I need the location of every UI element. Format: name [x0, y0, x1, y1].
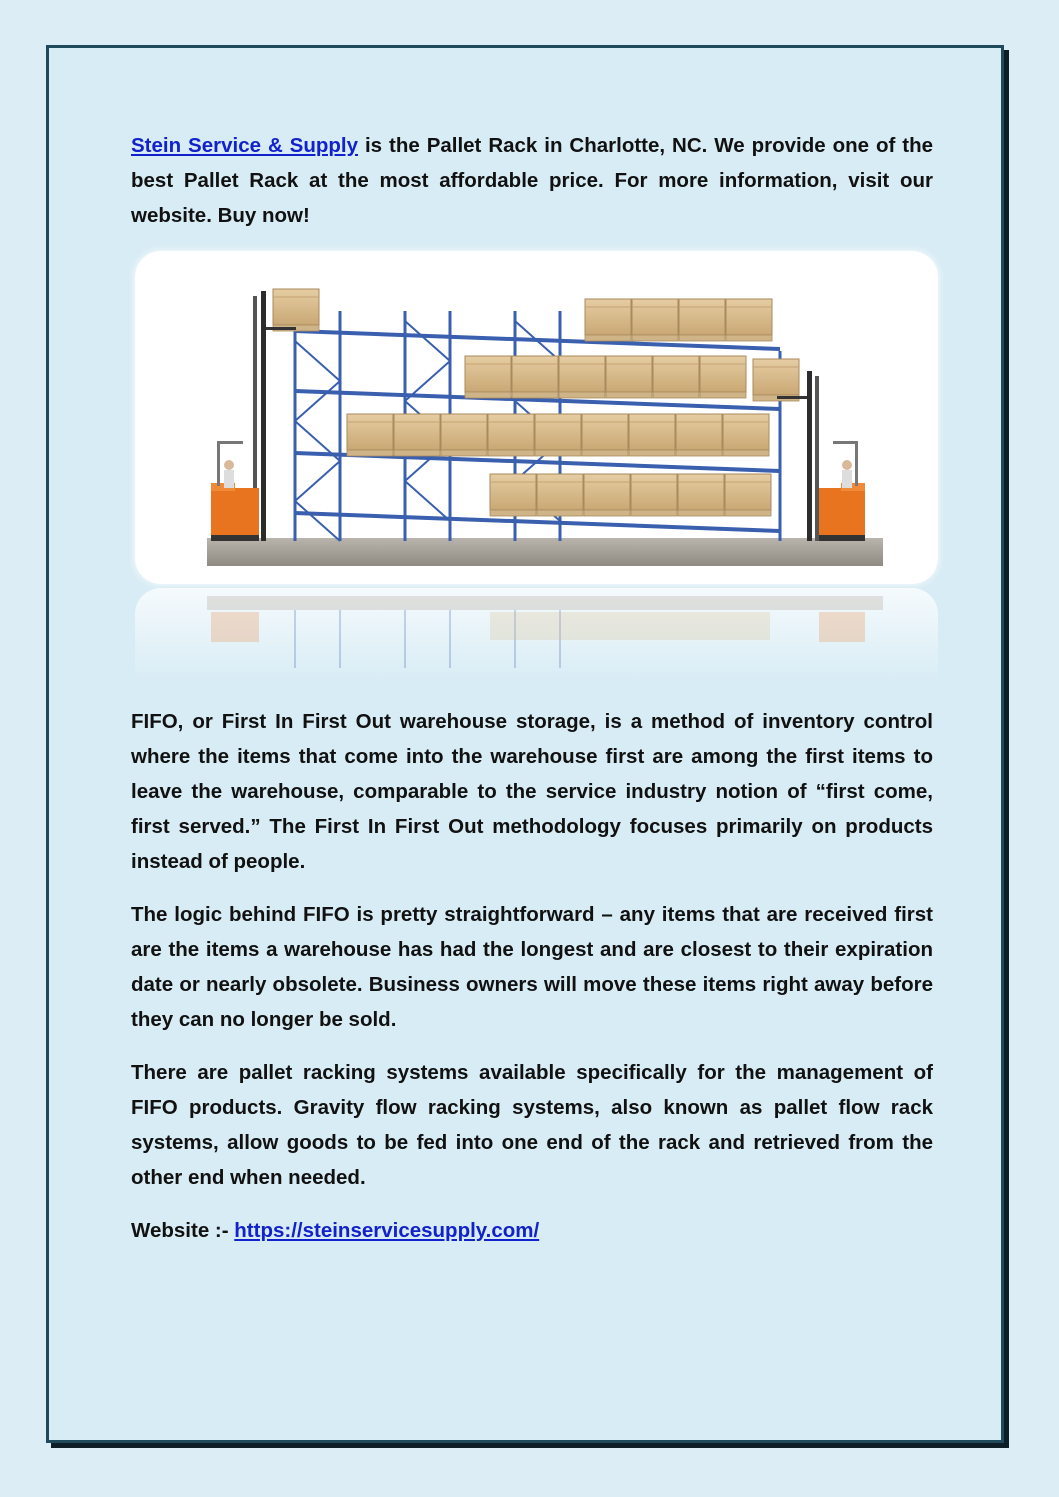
fifo-definition-paragraph: FIFO, or First In First Out warehouse storage, is a method of inventory control where the items that come into the warehouse first are among the first items to leave the warehouse, comparable to the service industry notion of “first come, first served.” The First In First Out methodology focuses primarily on products instead of people. — [131, 710, 933, 873]
reflection-svg — [135, 588, 938, 683]
website-line — [131, 1213, 933, 1248]
illustration-reflection — [135, 588, 938, 683]
floor — [207, 538, 883, 566]
forklift-right — [777, 371, 865, 541]
intro-paragraph — [131, 128, 933, 233]
fifo-logic-paragraph: The logic behind FIFO is pretty straightforward – any items that are received first are the items a warehouse has had the longest and are closest to their expiration date or nearly obsolete. Business owners will move these items right away before they can no longer be sold. — [131, 903, 933, 1031]
website-label: Website :- — [131, 1219, 235, 1242]
page-frame — [46, 45, 1004, 1443]
intro-text: is the Pallet Rack in Charlotte, NC. We provide one of the best Pallet Rack at the most affordable price. For more information, visit our website. Buy now! — [131, 134, 933, 227]
pallet-boxes — [273, 289, 799, 516]
pallet-flow-rack-illustration — [135, 251, 938, 584]
rack-illustration-svg — [135, 251, 938, 584]
stein-service-link[interactable]: Stein Service & Supply — [131, 134, 359, 157]
forklift-left — [211, 291, 296, 541]
gravity-flow-paragraph: There are pallet racking systems available specifically for the management of FIFO products. Gravity flow racking systems, also known as pallet flow rack systems, allow goods to be fed into one end of the rack and retrieved from the other end when needed. — [131, 1061, 933, 1189]
website-link[interactable]: https://steinservicesupply.com/ — [234, 1219, 540, 1242]
